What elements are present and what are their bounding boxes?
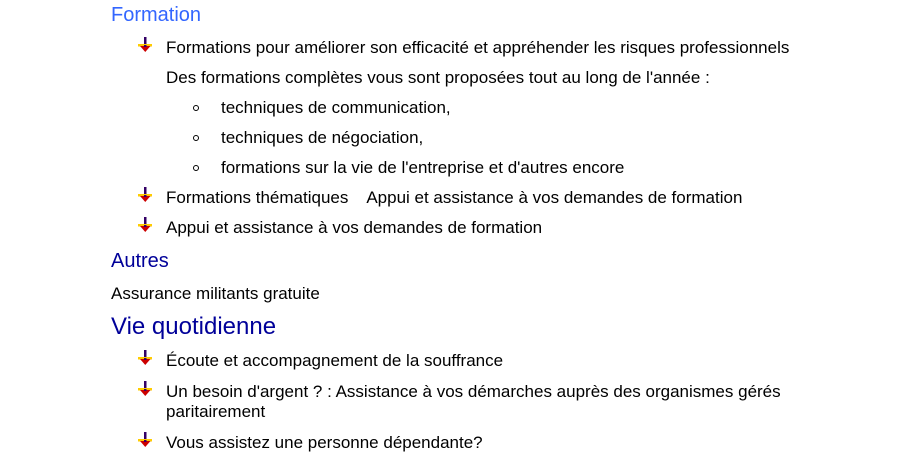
formation-subitem: techniques de négociation, [221,128,424,147]
arrow-bullet-icon [138,187,154,203]
vie-item-argent-continued: paritairement [166,402,266,421]
section-heading-autres: Autres [111,250,169,272]
formation-item-efficacite: Formations pour améliorer son efficacité et appréhender les risques professionnels [166,38,790,57]
vie-item-dependante: Vous assistez une personne dépendante? [166,433,483,452]
formation-item-appui: Appui et assistance à vos demandes de formation [166,218,543,237]
arrow-bullet-icon [138,381,154,397]
circle-bullet-icon [193,105,199,111]
arrow-bullet-icon [138,37,154,53]
formation-subitem: techniques de communication, [221,98,451,117]
vie-item-ecoute: Écoute et accompagnement de la souffrance [166,351,504,370]
autres-text: Assurance militants gratuite [111,284,320,303]
section-heading-vie-quotidienne: Vie quotidienne [111,313,277,340]
circle-bullet-icon [193,165,199,171]
arrow-bullet-icon [138,217,154,233]
formation-subitem: formations sur la vie de l'entreprise et d'autres encore [221,158,625,177]
arrow-bullet-icon [138,432,154,448]
formation-item-thematiques: Formations thématiques Appui et assistance à vos demandes de formation [166,188,743,207]
vie-item-argent: Un besoin d'argent ? : Assistance à vos démarches auprès des organismes gérés [166,382,781,401]
arrow-bullet-icon [138,350,154,366]
circle-bullet-icon [193,135,199,141]
formation-intro: Des formations complètes vous sont proposées tout au long de l'année : [166,68,710,87]
section-heading-formation: Formation [111,4,202,26]
